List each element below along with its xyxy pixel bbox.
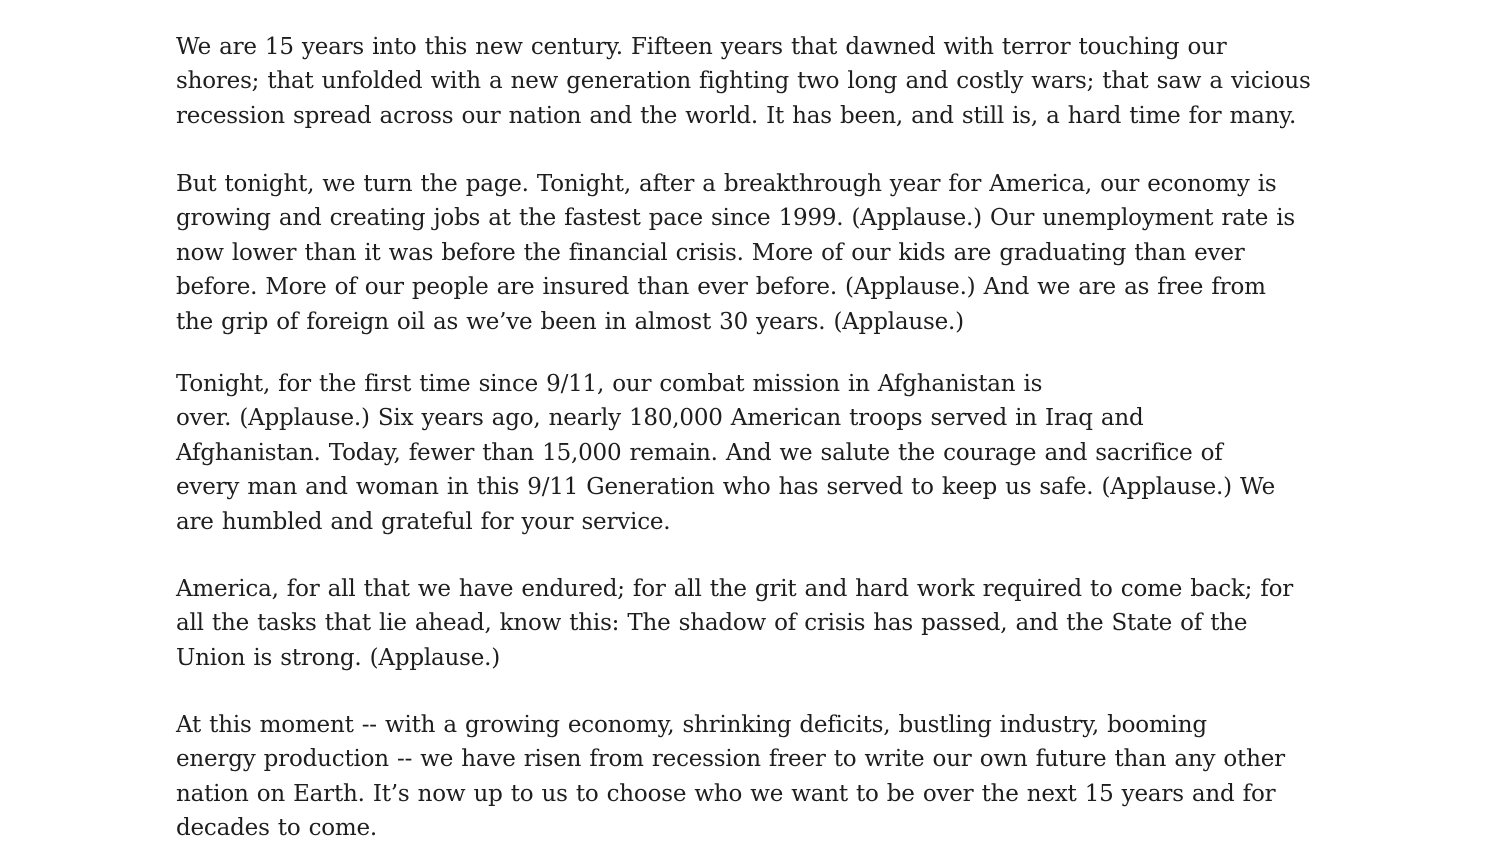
paragraph-1 xyxy=(176,30,1311,133)
text-line: are humbled and grateful for your service. xyxy=(176,508,671,535)
text-line: before. More of our people are insured than ever before. (Applause.) And we are as free from xyxy=(176,274,1266,301)
text-line: At this moment -- with a growing economy, shrinking deficits, bustling industry, booming xyxy=(176,712,1207,738)
paragraph-4 xyxy=(176,572,1293,675)
text-line: America, for all that we have endured; for all the grit and hard work required to come back; for xyxy=(176,576,1294,602)
paragraph-5 xyxy=(176,708,1285,846)
text-line: every man and woman in this 9/11 Generation who has served to keep us safe. (Applause.) We xyxy=(176,474,1275,501)
text-line: shores; that unfolded with a new generation fighting two long and costly wars; that saw a vicious xyxy=(176,68,1311,95)
text-line: all the tasks that lie ahead, know this: The shadow of crisis has passed, and the State of the xyxy=(176,610,1248,637)
text-line: Union is strong. (Applause.) xyxy=(176,644,501,671)
text-line: the grip of foreign oil as we’ve been in almost 30 years. (Applause.) xyxy=(176,308,964,335)
text-line: over. (Applause.) Six years ago, nearly 180,000 American troops served in Iraq and xyxy=(176,405,1144,432)
text-line: Afghanistan. Today, fewer than 15,000 remain. And we salute the courage and sacrifice of xyxy=(176,439,1223,466)
text-line: Tonight, for the first time since 9/11, our combat mission in Afghanistan is xyxy=(176,371,1043,397)
paragraph-3 xyxy=(176,367,1275,539)
text-line: nation on Earth. It’s now up to us to choose who we want to be over the next 15 years and for xyxy=(176,780,1276,807)
text-line: But tonight, we turn the page. Tonight, after a breakthrough year for America, our economy is xyxy=(176,171,1277,197)
text-line: growing and creating jobs at the fastest pace since 1999. (Applause.) Our unemployment rate is xyxy=(176,205,1296,232)
paragraph-2 xyxy=(176,167,1295,339)
text-line: We are 15 years into this new century. Fifteen years that dawned with terror touching our xyxy=(176,34,1227,60)
text-line: now lower than it was before the financial crisis. More of our kids are graduating than ever xyxy=(176,239,1245,266)
text-line: decades to come. xyxy=(176,815,378,842)
text-line: recession spread across our nation and the world. It has been, and still is, a hard time for many. xyxy=(176,102,1297,129)
text-line: energy production -- we have risen from recession freer to write our own future than any other xyxy=(176,746,1285,773)
